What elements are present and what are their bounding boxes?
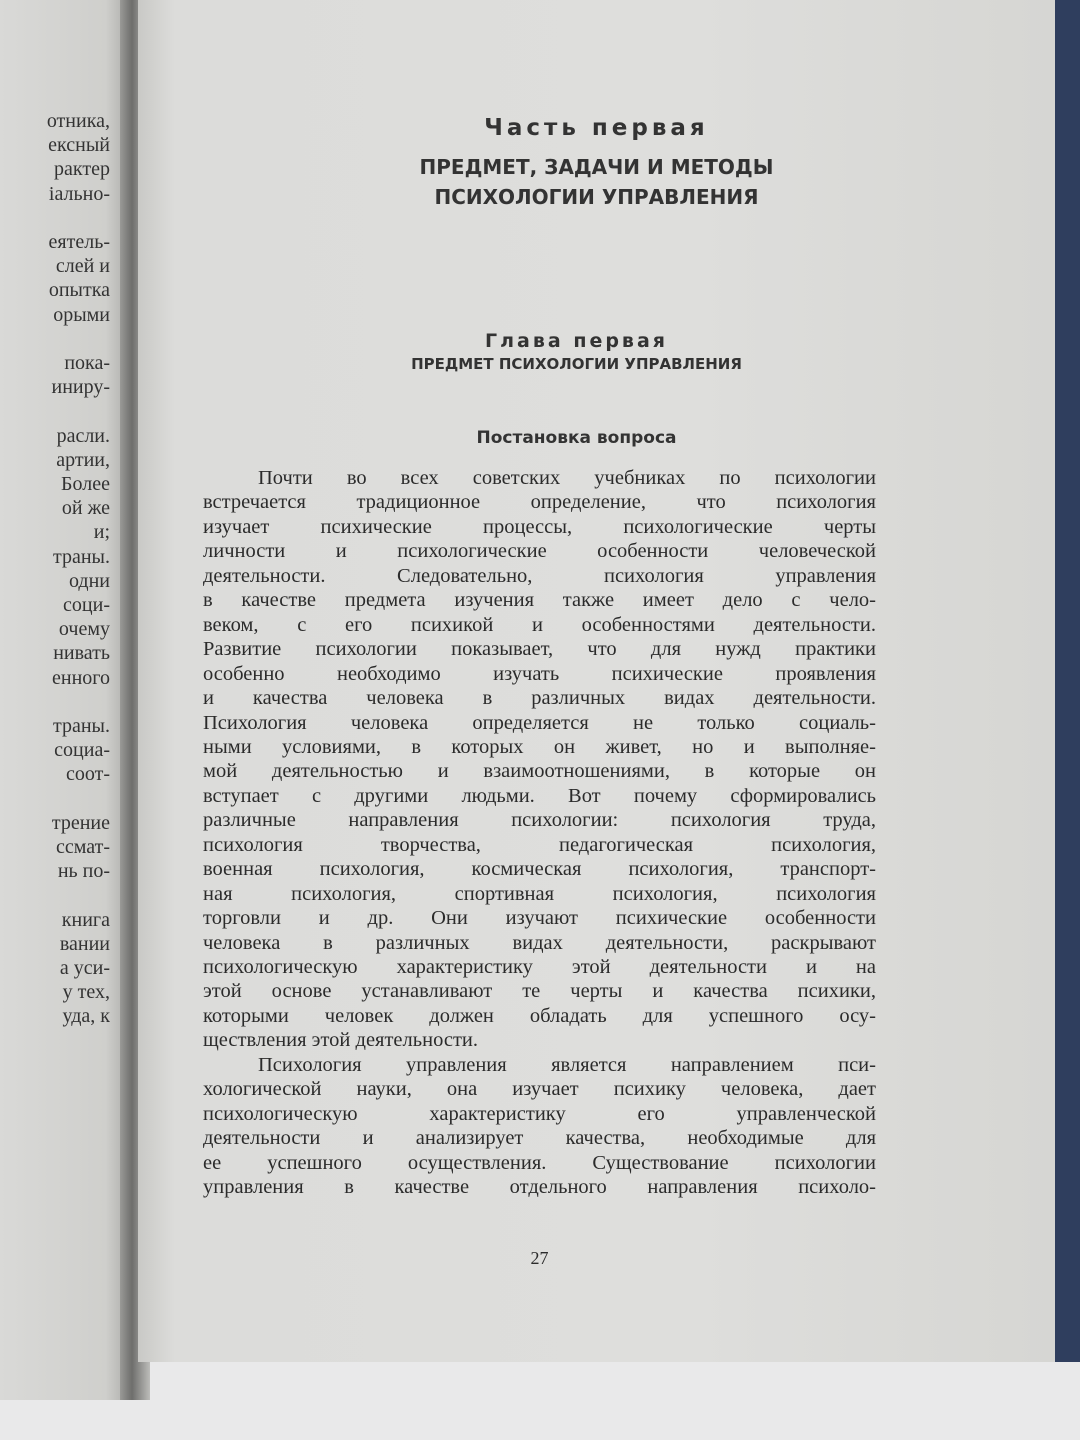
body-text-line: встречается традиционное определение, что психология	[203, 491, 876, 514]
cover-edge	[1055, 0, 1080, 1362]
body-text-line: личности и психологические особенности человеческой	[203, 540, 876, 563]
left-page-line: ексный	[48, 134, 110, 157]
section-title: Постановка вопроса	[476, 428, 677, 448]
body-text-line: ществления этой деятельности.	[203, 1029, 478, 1052]
left-page-line: нь по-	[57, 860, 110, 883]
left-page-line: вании	[59, 932, 110, 955]
left-page-line: иниру-	[51, 376, 110, 399]
chapter-label: Глава первая	[485, 330, 668, 352]
left-page-line: рактер	[54, 158, 110, 181]
left-page-line: еятель-	[48, 231, 110, 253]
part-title-line-2: ПСИХОЛОГИИ УПРАВЛЕНИЯ	[434, 185, 759, 209]
left-page-line: артии,	[56, 448, 110, 471]
left-page-line: социа-	[54, 739, 110, 762]
body-text-line: хологической науки, она изучает психику человека, дает	[203, 1078, 876, 1101]
left-page-line: трение	[51, 811, 110, 834]
left-page-line: отника,	[46, 110, 110, 132]
left-page-line: орыми	[53, 303, 110, 326]
left-page-line: пока-	[64, 352, 110, 374]
body-text-line: этой основе устанавливают те черты и качества психики,	[203, 980, 876, 1003]
body-text-line: веком, с его психикой и особенностями деятельности.	[203, 613, 876, 636]
body-text-line: различные направления психологии: психология труда,	[203, 809, 876, 832]
body-text-line: и качества человека в различных видах деятельности.	[203, 687, 876, 710]
body-text-line: человека в различных видах деятельности, раскрывают	[203, 931, 876, 954]
body-text-line: ная психология, спортивная психология, психология	[203, 882, 876, 905]
body-text-line: которыми человек должен обладать для успешного осу-	[203, 1004, 876, 1027]
left-page-line: енного	[52, 666, 110, 689]
left-page-line: и;	[93, 521, 110, 544]
part-label: Часть первая	[484, 115, 709, 141]
left-page-line: нивать	[53, 642, 110, 665]
left-page-line: ссмат-	[55, 836, 110, 858]
body-text-line: управления в качестве отдельного направления психоло-	[203, 1176, 876, 1199]
body-text-line: психологическую характеристику его управленческой	[203, 1102, 876, 1125]
chapter-title: ПРЕДМЕТ ПСИХОЛОГИИ УПРАВЛЕНИЯ	[411, 355, 742, 373]
left-page-line: іально-	[48, 182, 110, 205]
body-text-line: в качестве предмета изучения также имеет дело с чело-	[203, 589, 876, 612]
right-page	[138, 0, 1055, 1362]
left-page-line: траны.	[52, 715, 110, 737]
left-page-line: соот-	[65, 763, 110, 786]
left-page-line: книга	[61, 908, 110, 931]
body-text-line: Психология человека определяется не только социаль-	[203, 711, 876, 734]
body-text-line: мой деятельностью и взаимоотношениями, в которые он	[203, 760, 876, 783]
body-text-line: Развитие психологии показывает, что для нужд практики	[203, 638, 876, 661]
body-text-line: ее успешного осуществления. Существование психологии	[203, 1151, 876, 1174]
left-page-line: расли.	[56, 424, 110, 447]
body-text-line: особенно необходимо изучать психические проявления	[203, 662, 876, 685]
left-page-line: опытка	[48, 279, 110, 302]
body-text-line: вступает с другими людьми. Вот почему сформировались	[203, 784, 876, 807]
body-text-line: психологическую характеристику этой деятельности и на	[203, 956, 876, 978]
body-text-line: торговли и др. Они изучают психические особенности	[203, 907, 876, 930]
body-text-line: деятельности и анализирует качества, необходимые для	[203, 1127, 876, 1150]
left-page-line: Более	[61, 473, 110, 495]
body-text-line: Психология управления является направлением пси-	[258, 1053, 876, 1076]
body-text-line: деятельности. Следовательно, психология управления	[203, 564, 876, 587]
body-text-line: изучает психические процессы, психологические черты	[203, 515, 876, 538]
left-page-line: а уси-	[59, 957, 110, 979]
left-page-line: ой же	[61, 497, 110, 520]
body-text-line: психология творчества, педагогическая психология,	[203, 833, 876, 856]
left-page	[0, 0, 132, 1400]
table-surface	[0, 1360, 1080, 1440]
left-page-line: траны.	[52, 545, 110, 568]
left-page-line: у тех,	[62, 981, 110, 1004]
left-page-line: уда, к	[62, 1005, 110, 1028]
body-text-line: ными условиями, в которых он живет, но и выполняе-	[203, 735, 876, 758]
body-text-line: Почти во всех советских учебниках по психологии	[258, 467, 876, 489]
page-number: 27	[530, 1248, 549, 1268]
left-page-line: слей и	[55, 255, 110, 278]
body-text-line: военная психология, космическая психология, транспорт-	[203, 858, 876, 881]
part-title-line-1: ПРЕДМЕТ, ЗАДАЧИ И МЕТОДЫ	[419, 155, 774, 179]
left-page-line: соци-	[63, 594, 110, 616]
left-page-line: очему	[58, 618, 110, 641]
left-page-line: одни	[68, 569, 110, 592]
